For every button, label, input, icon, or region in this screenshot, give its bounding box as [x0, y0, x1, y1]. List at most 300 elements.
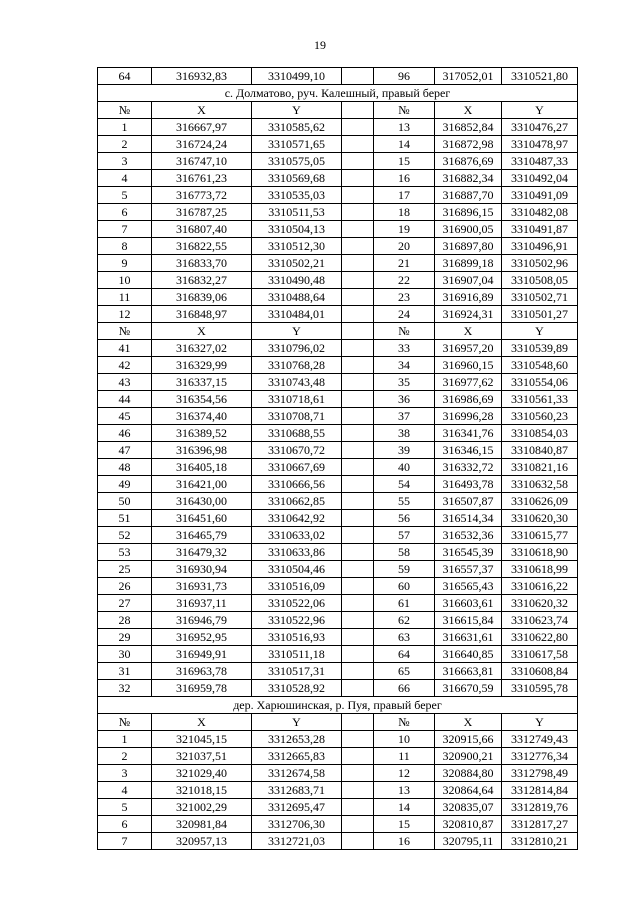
- x-coordinate-cell: 316479,32: [152, 544, 252, 561]
- y-coordinate-cell: 3310522,96: [252, 612, 342, 629]
- spacer-cell: [342, 578, 374, 595]
- y-coordinate-cell: 3310633,86: [252, 544, 342, 561]
- y-column-header: Y: [252, 102, 342, 119]
- spacer-cell: [342, 442, 374, 459]
- x-coordinate-cell: 316887,70: [435, 187, 502, 204]
- spacer-cell: [342, 459, 374, 476]
- y-coordinate-cell: 3310620,30: [502, 510, 578, 527]
- y-coordinate-cell: 3310617,58: [502, 646, 578, 663]
- table-row: [98, 340, 578, 357]
- x-coordinate-cell: 316557,37: [435, 561, 502, 578]
- table-row: [98, 442, 578, 459]
- y-coordinate-cell: 3310796,02: [252, 340, 342, 357]
- point-number-cell: 10: [98, 272, 152, 289]
- point-number-cell: 2: [98, 136, 152, 153]
- y-coordinate-cell: 3312665,83: [252, 748, 342, 765]
- x-coordinate-cell: 316957,20: [435, 340, 502, 357]
- point-number-cell: 13: [374, 782, 435, 799]
- point-number-cell: 31: [98, 663, 152, 680]
- point-number-cell: 6: [98, 816, 152, 833]
- point-number-cell: 1: [98, 119, 152, 136]
- x-coordinate-cell: 316337,15: [152, 374, 252, 391]
- point-number-cell: 61: [374, 595, 435, 612]
- point-number-cell: 62: [374, 612, 435, 629]
- point-number-cell: 14: [374, 799, 435, 816]
- x-coordinate-cell: 316532,36: [435, 527, 502, 544]
- point-number-cell: 34: [374, 357, 435, 374]
- x-column-header: X: [152, 323, 252, 340]
- spacer-cell: [342, 289, 374, 306]
- table-row: [98, 391, 578, 408]
- table-row: [98, 595, 578, 612]
- spacer-cell: [342, 221, 374, 238]
- y-coordinate-cell: 3310854,03: [502, 425, 578, 442]
- y-coordinate-cell: 3310502,71: [502, 289, 578, 306]
- y-coordinate-cell: 3310743,48: [252, 374, 342, 391]
- table-row: [98, 238, 578, 255]
- table-row: [98, 544, 578, 561]
- spacer-cell: [342, 323, 374, 340]
- x-coordinate-cell: 316949,91: [152, 646, 252, 663]
- y-coordinate-cell: 3310516,09: [252, 578, 342, 595]
- point-number-cell: 11: [98, 289, 152, 306]
- y-coordinate-cell: 3310522,06: [252, 595, 342, 612]
- table-row: [98, 527, 578, 544]
- y-coordinate-cell: 3310504,46: [252, 561, 342, 578]
- point-number-cell: 59: [374, 561, 435, 578]
- point-number-cell: 57: [374, 527, 435, 544]
- x-coordinate-cell: 316670,59: [435, 680, 502, 697]
- point-number-cell: 11: [374, 748, 435, 765]
- x-coordinate-cell: 316848,97: [152, 306, 252, 323]
- y-column-header: Y: [252, 714, 342, 731]
- table-row: [98, 680, 578, 697]
- y-coordinate-cell: 3310482,08: [502, 204, 578, 221]
- y-coordinate-cell: 3310512,30: [252, 238, 342, 255]
- x-coordinate-cell: 321002,29: [152, 799, 252, 816]
- point-number-cell: 52: [98, 527, 152, 544]
- x-coordinate-cell: 316396,98: [152, 442, 252, 459]
- x-coordinate-cell: 316896,15: [435, 204, 502, 221]
- x-coordinate-cell: 316931,73: [152, 578, 252, 595]
- y-coordinate-cell: 3310561,33: [502, 391, 578, 408]
- y-coordinate-cell: 3310554,06: [502, 374, 578, 391]
- x-coordinate-cell: 320864,64: [435, 782, 502, 799]
- y-coordinate-cell: 3310618,99: [502, 561, 578, 578]
- x-coordinate-cell: 316952,95: [152, 629, 252, 646]
- number-column-header: №: [98, 323, 152, 340]
- y-coordinate-cell: 3310569,68: [252, 170, 342, 187]
- table-row: [98, 272, 578, 289]
- x-coordinate-cell: 320795,11: [435, 833, 502, 850]
- table-row: [98, 204, 578, 221]
- y-coordinate-cell: 3312810,21: [502, 833, 578, 850]
- spacer-cell: [342, 136, 374, 153]
- y-coordinate-cell: 3310560,23: [502, 408, 578, 425]
- y-coordinate-cell: 3310517,31: [252, 663, 342, 680]
- x-coordinate-cell: 316900,05: [435, 221, 502, 238]
- spacer-cell: [342, 748, 374, 765]
- point-number-cell: 19: [374, 221, 435, 238]
- column-header-row: [98, 714, 578, 731]
- point-number-cell: 66: [374, 680, 435, 697]
- table-row: [98, 493, 578, 510]
- point-number-cell: 22: [374, 272, 435, 289]
- y-coordinate-cell: 3310595,78: [502, 680, 578, 697]
- x-coordinate-cell: 316667,97: [152, 119, 252, 136]
- y-coordinate-cell: 3310718,61: [252, 391, 342, 408]
- point-number-cell: 36: [374, 391, 435, 408]
- x-coordinate-cell: 316852,84: [435, 119, 502, 136]
- y-coordinate-cell: 3310608,84: [502, 663, 578, 680]
- table-row: [98, 510, 578, 527]
- y-coordinate-cell: 3312653,28: [252, 731, 342, 748]
- x-coordinate-cell: 321018,15: [152, 782, 252, 799]
- y-coordinate-cell: 3310504,13: [252, 221, 342, 238]
- point-number-cell: 16: [374, 833, 435, 850]
- x-coordinate-cell: 316465,79: [152, 527, 252, 544]
- y-coordinate-cell: 3310491,09: [502, 187, 578, 204]
- y-coordinate-cell: 3312695,47: [252, 799, 342, 816]
- x-coordinate-cell: 316631,61: [435, 629, 502, 646]
- table-row: [98, 663, 578, 680]
- x-coordinate-cell: 316924,31: [435, 306, 502, 323]
- y-coordinate-cell: 3310487,33: [502, 153, 578, 170]
- number-column-header: №: [98, 102, 152, 119]
- table-row: [98, 170, 578, 187]
- point-number-cell: 10: [374, 731, 435, 748]
- y-coordinate-cell: 3310502,96: [502, 255, 578, 272]
- page-number: 19: [314, 38, 326, 52]
- point-number-cell: 13: [374, 119, 435, 136]
- point-number-cell: 28: [98, 612, 152, 629]
- point-number-cell: 33: [374, 340, 435, 357]
- x-coordinate-cell: 316932,83: [152, 68, 252, 85]
- spacer-cell: [342, 833, 374, 850]
- x-coordinate-cell: 316833,70: [152, 255, 252, 272]
- spacer-cell: [342, 425, 374, 442]
- point-number-cell: 40: [374, 459, 435, 476]
- table-row: [98, 68, 578, 85]
- point-number-cell: 64: [374, 646, 435, 663]
- x-coordinate-cell: 316996,28: [435, 408, 502, 425]
- x-coordinate-cell: 316451,60: [152, 510, 252, 527]
- point-number-cell: 46: [98, 425, 152, 442]
- x-coordinate-cell: 316724,24: [152, 136, 252, 153]
- y-coordinate-cell: 3312814,84: [502, 782, 578, 799]
- point-number-cell: 96: [374, 68, 435, 85]
- y-coordinate-cell: 3310528,92: [252, 680, 342, 697]
- y-coordinate-cell: 3310508,05: [502, 272, 578, 289]
- point-number-cell: 24: [374, 306, 435, 323]
- point-number-cell: 15: [374, 153, 435, 170]
- y-coordinate-cell: 3310642,92: [252, 510, 342, 527]
- y-coordinate-cell: 3312706,30: [252, 816, 342, 833]
- point-number-cell: 32: [98, 680, 152, 697]
- section-title: с. Долматово, руч. Калешный, правый берег: [98, 85, 578, 102]
- x-coordinate-cell: 316787,25: [152, 204, 252, 221]
- spacer-cell: [342, 306, 374, 323]
- spacer-cell: [342, 799, 374, 816]
- spacer-cell: [342, 544, 374, 561]
- point-number-cell: 47: [98, 442, 152, 459]
- y-coordinate-cell: 3310511,18: [252, 646, 342, 663]
- spacer-cell: [342, 646, 374, 663]
- y-coordinate-cell: 3310618,90: [502, 544, 578, 561]
- y-coordinate-cell: 3312749,43: [502, 731, 578, 748]
- x-coordinate-cell: 320884,80: [435, 765, 502, 782]
- point-number-cell: 8: [98, 238, 152, 255]
- point-number-cell: 48: [98, 459, 152, 476]
- point-number-cell: 7: [98, 221, 152, 238]
- spacer-cell: [342, 204, 374, 221]
- point-number-cell: 18: [374, 204, 435, 221]
- table-row: [98, 119, 578, 136]
- y-coordinate-cell: 3310571,65: [252, 136, 342, 153]
- number-column-header: №: [374, 323, 435, 340]
- x-coordinate-cell: 316916,89: [435, 289, 502, 306]
- point-number-cell: 44: [98, 391, 152, 408]
- spacer-cell: [342, 782, 374, 799]
- table-row: [98, 408, 578, 425]
- x-coordinate-cell: 316963,78: [152, 663, 252, 680]
- y-column-header: Y: [252, 323, 342, 340]
- point-number-cell: 63: [374, 629, 435, 646]
- spacer-cell: [342, 629, 374, 646]
- y-coordinate-cell: 3310535,03: [252, 187, 342, 204]
- spacer-cell: [342, 272, 374, 289]
- x-coordinate-cell: 316937,11: [152, 595, 252, 612]
- y-coordinate-cell: 3310840,87: [502, 442, 578, 459]
- y-coordinate-cell: 3310516,93: [252, 629, 342, 646]
- point-number-cell: 27: [98, 595, 152, 612]
- y-coordinate-cell: 3312819,76: [502, 799, 578, 816]
- x-column-header: X: [435, 102, 502, 119]
- x-coordinate-cell: 316663,81: [435, 663, 502, 680]
- table-row: [98, 476, 578, 493]
- y-coordinate-cell: 3310476,27: [502, 119, 578, 136]
- spacer-cell: [342, 374, 374, 391]
- x-coordinate-cell: 316977,62: [435, 374, 502, 391]
- table-row: [98, 833, 578, 850]
- table-row: [98, 765, 578, 782]
- spacer-cell: [342, 357, 374, 374]
- spacer-cell: [342, 493, 374, 510]
- x-coordinate-cell: 321029,40: [152, 765, 252, 782]
- coordinates-table: [97, 67, 578, 850]
- point-number-cell: 35: [374, 374, 435, 391]
- point-number-cell: 1: [98, 731, 152, 748]
- table-row: [98, 221, 578, 238]
- x-coordinate-cell: 316545,39: [435, 544, 502, 561]
- table-row: [98, 612, 578, 629]
- point-number-cell: 5: [98, 799, 152, 816]
- x-coordinate-cell: 320810,87: [435, 816, 502, 833]
- point-number-cell: 39: [374, 442, 435, 459]
- y-coordinate-cell: 3312776,34: [502, 748, 578, 765]
- point-number-cell: 12: [374, 765, 435, 782]
- point-number-cell: 42: [98, 357, 152, 374]
- y-coordinate-cell: 3310521,80: [502, 68, 578, 85]
- spacer-cell: [342, 612, 374, 629]
- x-coordinate-cell: 316761,23: [152, 170, 252, 187]
- spacer-cell: [342, 476, 374, 493]
- spacer-cell: [342, 119, 374, 136]
- y-coordinate-cell: 3310501,27: [502, 306, 578, 323]
- x-coordinate-cell: 316421,00: [152, 476, 252, 493]
- point-number-cell: 15: [374, 816, 435, 833]
- spacer-cell: [342, 765, 374, 782]
- x-coordinate-cell: 316897,80: [435, 238, 502, 255]
- table-row: [98, 459, 578, 476]
- y-coordinate-cell: 3312798,49: [502, 765, 578, 782]
- x-coordinate-cell: 316374,40: [152, 408, 252, 425]
- y-coordinate-cell: 3310626,09: [502, 493, 578, 510]
- table-row: [98, 136, 578, 153]
- y-coordinate-cell: 3312683,71: [252, 782, 342, 799]
- x-coordinate-cell: 321037,51: [152, 748, 252, 765]
- table-row: [98, 357, 578, 374]
- table-row: [98, 646, 578, 663]
- x-coordinate-cell: 316354,56: [152, 391, 252, 408]
- y-coordinate-cell: 3310488,64: [252, 289, 342, 306]
- spacer-cell: [342, 255, 374, 272]
- table-row: [98, 289, 578, 306]
- y-coordinate-cell: 3310688,55: [252, 425, 342, 442]
- table-row: [98, 748, 578, 765]
- x-coordinate-cell: 320957,13: [152, 833, 252, 850]
- y-coordinate-cell: 3310585,62: [252, 119, 342, 136]
- point-number-cell: 16: [374, 170, 435, 187]
- y-coordinate-cell: 3310539,89: [502, 340, 578, 357]
- point-number-cell: 4: [98, 170, 152, 187]
- spacer-cell: [342, 153, 374, 170]
- table-row: [98, 799, 578, 816]
- y-coordinate-cell: 3310662,85: [252, 493, 342, 510]
- number-column-header: №: [374, 714, 435, 731]
- point-number-cell: 14: [374, 136, 435, 153]
- point-number-cell: 58: [374, 544, 435, 561]
- x-coordinate-cell: 316773,72: [152, 187, 252, 204]
- spacer-cell: [342, 68, 374, 85]
- section-title-row: [98, 697, 578, 714]
- y-coordinate-cell: 3312817,27: [502, 816, 578, 833]
- y-coordinate-cell: 3310620,32: [502, 595, 578, 612]
- x-coordinate-cell: 316430,00: [152, 493, 252, 510]
- point-number-cell: 55: [374, 493, 435, 510]
- x-coordinate-cell: 316946,79: [152, 612, 252, 629]
- table-row: [98, 731, 578, 748]
- x-coordinate-cell: 316747,10: [152, 153, 252, 170]
- point-number-cell: 20: [374, 238, 435, 255]
- point-number-cell: 30: [98, 646, 152, 663]
- table-row: [98, 255, 578, 272]
- spacer-cell: [342, 714, 374, 731]
- y-coordinate-cell: 3310622,80: [502, 629, 578, 646]
- point-number-cell: 49: [98, 476, 152, 493]
- spacer-cell: [342, 408, 374, 425]
- point-number-cell: 43: [98, 374, 152, 391]
- table-row: [98, 816, 578, 833]
- column-header-row: [98, 323, 578, 340]
- x-coordinate-cell: 316807,40: [152, 221, 252, 238]
- x-coordinate-cell: 316960,15: [435, 357, 502, 374]
- x-coordinate-cell: 317052,01: [435, 68, 502, 85]
- spacer-cell: [342, 340, 374, 357]
- y-coordinate-cell: 3310666,56: [252, 476, 342, 493]
- x-coordinate-cell: 316346,15: [435, 442, 502, 459]
- table-row: [98, 425, 578, 442]
- y-coordinate-cell: 3310492,04: [502, 170, 578, 187]
- point-number-cell: 25: [98, 561, 152, 578]
- spacer-cell: [342, 527, 374, 544]
- point-number-cell: 7: [98, 833, 152, 850]
- y-coordinate-cell: 3310575,05: [252, 153, 342, 170]
- x-coordinate-cell: 316872,98: [435, 136, 502, 153]
- point-number-cell: 2: [98, 748, 152, 765]
- x-coordinate-cell: 316565,43: [435, 578, 502, 595]
- x-coordinate-cell: 320915,66: [435, 731, 502, 748]
- y-coordinate-cell: 3310667,69: [252, 459, 342, 476]
- point-number-cell: 60: [374, 578, 435, 595]
- point-number-cell: 6: [98, 204, 152, 221]
- spacer-cell: [342, 816, 374, 833]
- table-row: [98, 306, 578, 323]
- x-coordinate-cell: 316332,72: [435, 459, 502, 476]
- spacer-cell: [342, 680, 374, 697]
- point-number-cell: 3: [98, 153, 152, 170]
- spacer-cell: [342, 187, 374, 204]
- spacer-cell: [342, 238, 374, 255]
- x-coordinate-cell: 316882,34: [435, 170, 502, 187]
- point-number-cell: 4: [98, 782, 152, 799]
- x-coordinate-cell: 316822,55: [152, 238, 252, 255]
- y-coordinate-cell: 3310670,72: [252, 442, 342, 459]
- x-coordinate-cell: 320981,84: [152, 816, 252, 833]
- y-coordinate-cell: 3310484,01: [252, 306, 342, 323]
- y-coordinate-cell: 3310615,77: [502, 527, 578, 544]
- y-coordinate-cell: 3310821,16: [502, 459, 578, 476]
- section-title: дер. Харюшинская, р. Пуя, правый берег: [98, 697, 578, 714]
- point-number-cell: 3: [98, 765, 152, 782]
- point-number-cell: 41: [98, 340, 152, 357]
- x-coordinate-cell: 316615,84: [435, 612, 502, 629]
- point-number-cell: 37: [374, 408, 435, 425]
- x-coordinate-cell: 316986,69: [435, 391, 502, 408]
- y-coordinate-cell: 3310548,60: [502, 357, 578, 374]
- x-coordinate-cell: 316930,94: [152, 561, 252, 578]
- spacer-cell: [342, 731, 374, 748]
- x-coordinate-cell: 316640,85: [435, 646, 502, 663]
- y-coordinate-cell: 3310616,22: [502, 578, 578, 595]
- x-coordinate-cell: 316341,76: [435, 425, 502, 442]
- y-coordinate-cell: 3310708,71: [252, 408, 342, 425]
- y-coordinate-cell: 3312721,03: [252, 833, 342, 850]
- x-coordinate-cell: 321045,15: [152, 731, 252, 748]
- y-coordinate-cell: 3310632,58: [502, 476, 578, 493]
- y-column-header: Y: [502, 714, 578, 731]
- table-row: [98, 561, 578, 578]
- y-coordinate-cell: 3310768,28: [252, 357, 342, 374]
- table-row: [98, 782, 578, 799]
- point-number-cell: 53: [98, 544, 152, 561]
- point-number-cell: 64: [98, 68, 152, 85]
- number-column-header: №: [374, 102, 435, 119]
- y-column-header: Y: [502, 102, 578, 119]
- x-coordinate-cell: 316907,04: [435, 272, 502, 289]
- spacer-cell: [342, 561, 374, 578]
- point-number-cell: 23: [374, 289, 435, 306]
